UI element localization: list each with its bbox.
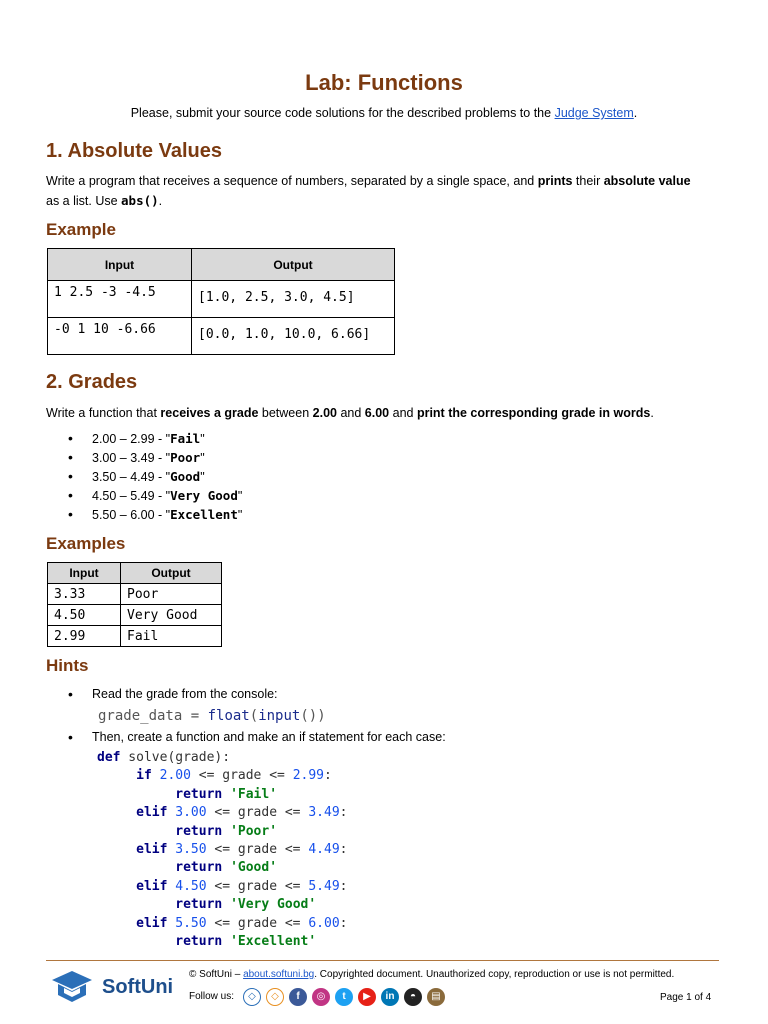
examples-heading: Examples (46, 534, 126, 553)
table-cell-input: 4.50 (48, 605, 121, 626)
grades-list (46, 429, 242, 524)
code-colon: : (339, 805, 348, 821)
table-header-input: Input (48, 563, 121, 584)
table-row (48, 584, 222, 605)
code-colon: : (324, 768, 332, 784)
code-return: return (175, 823, 223, 839)
grade-word: Good (170, 469, 201, 484)
code-compare: <= grade <= (206, 805, 309, 821)
code-line (97, 934, 316, 949)
table-cell-input: 1 2.5 -3 -4.5 (48, 281, 192, 318)
code-line (97, 787, 277, 802)
s1-desc-e: as a list. Use (46, 194, 122, 208)
code-number: 3.49 (308, 805, 340, 821)
intro-text-end: . (633, 106, 638, 120)
code-fn-input: input (258, 708, 301, 724)
follow-us-label: Follow us: (189, 991, 235, 1002)
code-snippet-solve (97, 749, 347, 951)
section2-heading: 2. Grades (46, 371, 138, 393)
copyright-text (189, 969, 674, 980)
table-cell-output: Very Good (121, 605, 222, 626)
github-icon[interactable]: ◓ (404, 988, 422, 1006)
s1-desc-g: . (158, 194, 163, 208)
softuni-icon[interactable]: ◇ (243, 988, 261, 1006)
table-row (48, 626, 222, 647)
s1-desc-d: absolute value (603, 174, 691, 188)
example-heading: Example (46, 220, 116, 239)
facebook-icon[interactable]: f (289, 988, 307, 1006)
code-op: = (182, 708, 208, 724)
code-paren: ( (249, 708, 259, 724)
code-colon: : (339, 878, 348, 894)
code-colon: : (339, 842, 348, 858)
s2-desc-c: between (258, 406, 313, 420)
code-string: 'Poor' (230, 823, 278, 839)
grade-quote: " (200, 432, 205, 446)
code-line (97, 824, 277, 839)
grade-word: Fail (170, 431, 201, 446)
code-return: return (175, 860, 223, 876)
code-line (97, 879, 347, 894)
code-keyword: if (136, 768, 152, 784)
code-number: 5.50 (175, 915, 207, 931)
grade-word: Poor (170, 450, 201, 465)
s1-desc-c: their (572, 174, 604, 188)
table-cell-input: 2.99 (48, 626, 121, 647)
grade-range: 2.00 – 2.99 - " (92, 432, 171, 446)
softuni-logo-icon (50, 969, 94, 1005)
code-line (97, 842, 347, 857)
code-colon: : (339, 915, 348, 931)
code-return: return (175, 786, 223, 802)
section2-description (46, 404, 726, 423)
s1-desc-code: abs() (121, 193, 159, 208)
code-line (97, 768, 332, 783)
hint-item: • Then, create a function and make an if statement for each case: (46, 728, 446, 747)
code-number: 4.50 (175, 878, 207, 894)
code-string: 'Fail' (230, 786, 278, 802)
code-keyword: elif (136, 878, 168, 894)
s2-desc-f: 6.00 (364, 406, 390, 420)
code-compare: <= grade <= (206, 878, 309, 894)
copyright-end: . Copyrighted document. Unauthorized copy, reproduction or use is not permitted. (314, 969, 675, 980)
code-compare: <= grade <= (190, 768, 293, 784)
hint-item: • Read the grade from the console: (46, 685, 278, 704)
intro-text (0, 106, 768, 120)
list-item (46, 448, 242, 467)
instagram-icon[interactable]: ◎ (312, 988, 330, 1006)
section1-description (46, 172, 726, 211)
list-item (46, 486, 242, 505)
s2-desc-d: 2.00 (312, 406, 337, 420)
code-string: 'Good' (230, 860, 278, 876)
code-line (97, 860, 277, 875)
hints-list (46, 685, 278, 704)
code-signature: solve(grade): (120, 750, 231, 765)
table-cell-output: [1.0, 2.5, 3.0, 4.5] (192, 281, 395, 318)
code-line (97, 805, 347, 820)
hints-heading: Hints (46, 656, 89, 675)
list-item (46, 505, 242, 524)
table-header-input: Input (48, 249, 192, 281)
page-title: Lab: Functions (305, 70, 463, 95)
code-number: 6.00 (308, 915, 340, 931)
grade-quote: " (200, 470, 205, 484)
code-compare: <= grade <= (206, 915, 309, 931)
code-number: 4.49 (308, 842, 340, 858)
table-cell-input: -0 1 10 -6.66 (48, 318, 192, 355)
grade-range: 3.50 – 4.49 - " (92, 470, 171, 484)
code-return: return (175, 934, 223, 950)
twitter-icon[interactable]: t (335, 988, 353, 1006)
page-number: Page 1 of 4 (660, 992, 712, 1003)
footer-divider (46, 960, 719, 961)
judge-system-link[interactable]: Judge System (554, 106, 634, 120)
table-cell-output: Fail (121, 626, 222, 647)
code-keyword: elif (136, 805, 168, 821)
list-item (46, 429, 242, 448)
grade-quote: " (237, 508, 243, 522)
table-row (48, 605, 222, 626)
table-row (48, 318, 395, 355)
code-var: grade_data (98, 708, 183, 724)
youtube-icon[interactable]: ▶ (358, 988, 376, 1006)
code-keyword: elif (136, 842, 168, 858)
linkedin-icon[interactable]: in (381, 988, 399, 1006)
code-line (97, 916, 347, 931)
table-cell-input: 3.33 (48, 584, 121, 605)
grade-word: Very Good (170, 488, 238, 503)
example-table (47, 248, 395, 355)
examples-table (47, 562, 222, 647)
code-snippet-read-grade (98, 707, 326, 725)
table-row (48, 281, 395, 318)
softuni-logo[interactable] (50, 969, 94, 1010)
grade-word: Excellent (170, 507, 238, 522)
s2-desc-h: print the corresponding grade in words (416, 406, 651, 420)
code-paren: ()) (300, 708, 326, 724)
code-string: 'Very Good' (230, 897, 317, 913)
s1-desc-b: prints (537, 174, 573, 188)
s2-desc-i: . (650, 406, 654, 420)
code-compare: <= grade <= (206, 842, 309, 858)
table-cell-output: Poor (121, 584, 222, 605)
code-number: 3.00 (175, 805, 207, 821)
code-return: return (175, 897, 223, 913)
table-cell-output: [0.0, 1.0, 10.0, 6.66] (192, 318, 395, 355)
s1-desc-a: Write a program that receives a sequence of numbers, separated by a single space, and (46, 174, 538, 188)
table-header-output: Output (121, 563, 222, 584)
code-keyword: elif (136, 915, 168, 931)
grade-range: 3.00 – 3.49 - " (92, 451, 171, 465)
grade-range: 5.50 – 6.00 - " (92, 508, 171, 522)
code-def-keyword: def (97, 750, 121, 765)
hints-list-2 (46, 728, 446, 747)
section1-heading: 1. Absolute Values (46, 140, 222, 162)
list-item (46, 467, 242, 486)
follow-us (189, 987, 234, 1007)
code-number: 3.50 (175, 842, 207, 858)
table-header-output: Output (192, 249, 395, 281)
s2-desc-e: and (336, 406, 365, 420)
code-fn-float: float (207, 708, 250, 724)
intro-text-start: Please, submit your source code solutions for the described problems to the (130, 106, 555, 120)
grade-range: 4.50 – 5.49 - " (92, 489, 171, 503)
softuni-kids-icon[interactable]: ◇ (266, 988, 284, 1006)
code-string: 'Excellent' (230, 934, 317, 950)
s2-desc-g: and (389, 406, 417, 420)
s2-desc-a: Write a function that (46, 406, 161, 420)
grade-quote: " (200, 451, 205, 465)
copyright-start: © SoftUni – (189, 969, 244, 980)
softuni-blog-icon[interactable]: ▤ (427, 988, 445, 1006)
code-number: 2.00 (159, 768, 191, 784)
s2-desc-b: receives a grade (160, 406, 259, 420)
softuni-brand: SoftUni (102, 976, 174, 998)
code-number: 2.99 (292, 768, 324, 784)
social-icons (243, 988, 450, 1006)
code-number: 5.49 (308, 878, 340, 894)
about-softuni-link[interactable]: about.softuni.bg (243, 969, 315, 980)
code-line (97, 897, 316, 912)
grade-quote: " (237, 489, 243, 503)
